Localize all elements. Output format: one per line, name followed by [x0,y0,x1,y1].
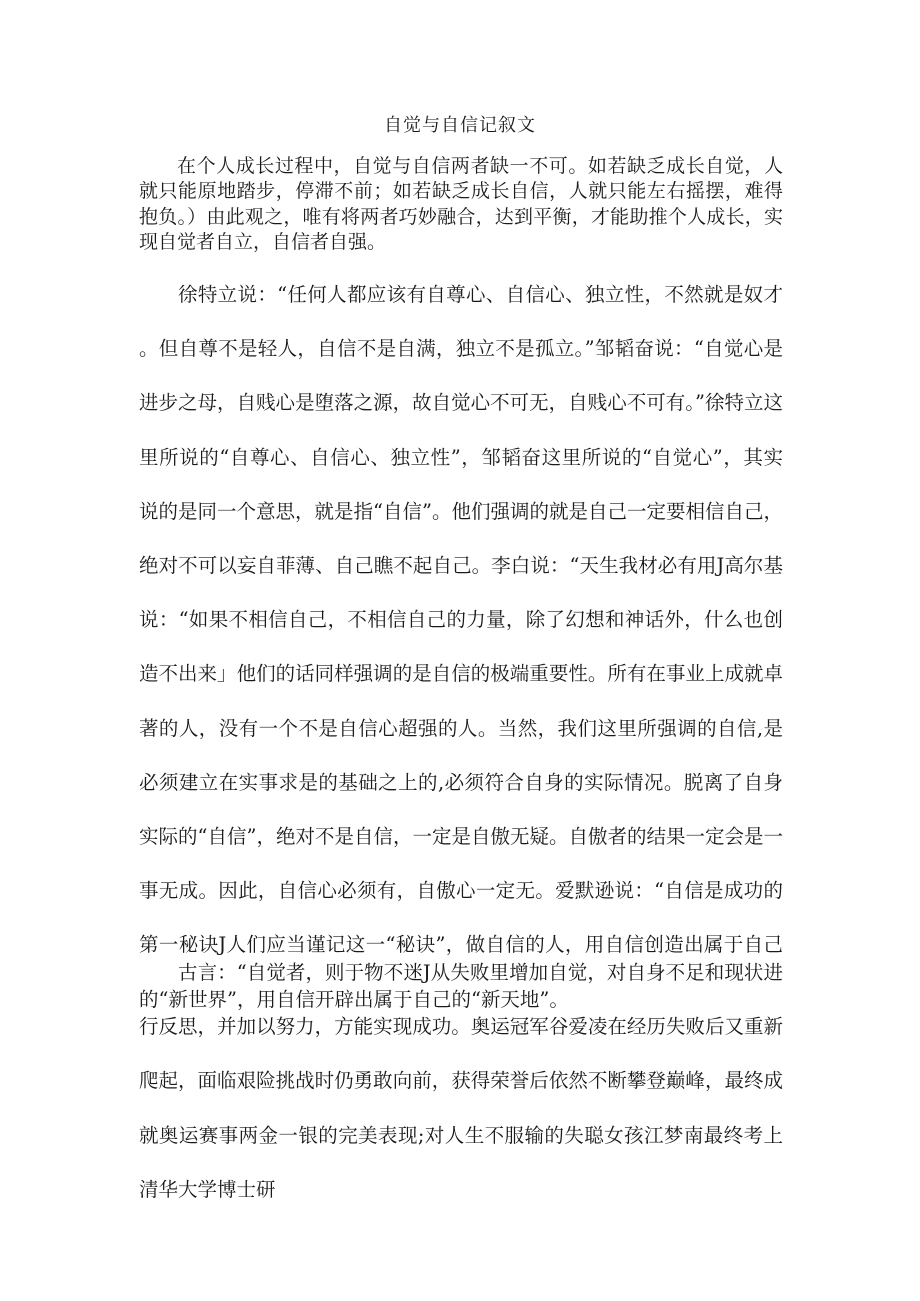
paragraph-examples: 古言：“自觉者，则于物不迷J从失败里增加自觉，对自身不足和现状进行反思，并加以努力，方能实现成功。奥运冠军谷爱凌在经历失败后又重新爬起，面临艰险挑战时仍勇敢向前，获得荣誉后依然不断攀登巅峰，最终成就奥运赛事两金一银的完美表现;对人生不服输的失聪女孩江梦南最终考上清华大学博士研 [139,961,783,1201]
paragraph-quotes: 徐特立说：“任何人都应该有自尊心、自信心、独立性，不然就是奴才。但自尊不是轻人，自信不是自满，独立不是孤立。”邹韬奋说：“自觉心是进步之母，自贱心是堕落之源，故自觉心不可无，自贱心不可有。”徐特立这里所说的“自尊心、自信心、独立性”，邹韬奋这里所说的“自觉心”，其实说的是同一个意思，就是指“自信”。他们强调的就是自己一定要相信自己，绝对不可以妄自菲薄、自己瞧不起自己。李白说：“天生我材必有用J高尔基说：“如果不相信自己，不相信自己的力量，除了幻想和神话外，什么也创造不出来」他们的话同样强调的是自信的极端重要性。所有在事业上成就卓著的人，没有一个不是自信心超强的人。当然，我们这里所强调的自信,是必须建立在实事求是的基础之上的,必须符合自身的实际情况。脱离了自身实际的“自信”，绝对不是自信，一定是自傲无疑。自傲者的结果一定会是一事无成。因此，自信心必须有，自傲心一定无。爱默逊说：“自信是成功的第一秘诀J人们应当谨记这一“秘诀”，做自信的人，用自信创造出属于自己的“新世界”，用自信开辟出属于自己的“新天地”。 [139,283,783,1011]
document-title: 自觉与自信记叙文 [384,115,536,136]
paragraph-intro: 在个人成长过程中，自觉与自信两者缺一不可。如若缺乏成长自觉，人就只能原地踏步，停滞不前；如若缺乏成长自信，人就只能左右摇摆，难得抱负。）由此观之，唯有将两者巧妙融合，达到平衡，才能助推个人成长，实现自觉者自立，自信者自强。 [139,155,783,254]
